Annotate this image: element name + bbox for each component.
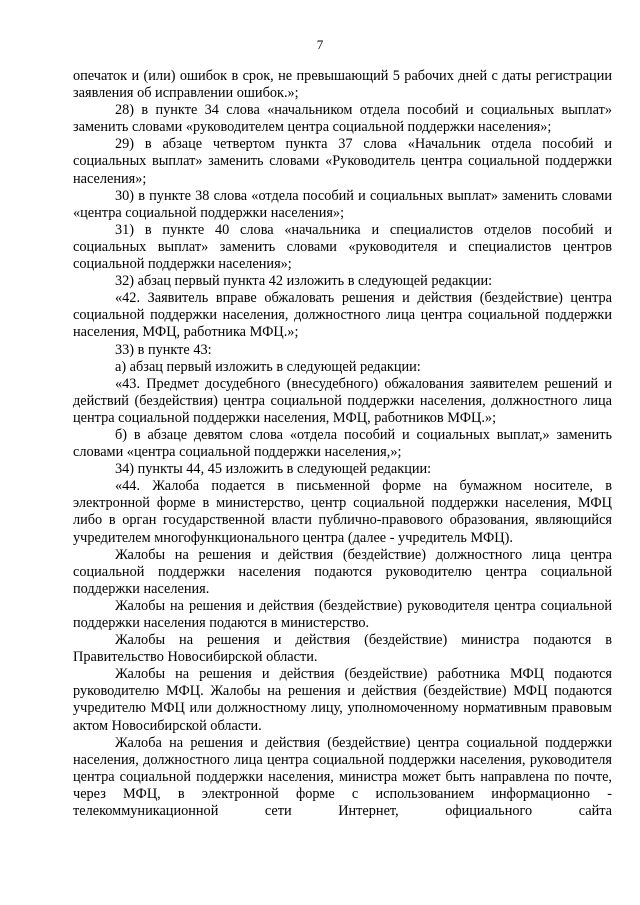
paragraph: Жалобы на решения и действия (бездействие) должностного лица центра социальной поддержки населения подаются руководителю центра социальной поддержки населения. xyxy=(73,546,612,597)
paragraph: 29) в абзаце четвертом пункта 37 слова «Начальник отдела пособий и социальных выплат» заменить словами «Руководитель центра социальной поддержки населения»; xyxy=(73,136,612,187)
document-body xyxy=(73,68,612,820)
paragraph: 30) в пункте 38 слова «отдела пособий и социальных выплат» заменить словами «центра социальной поддержки населения»; xyxy=(73,187,612,221)
paragraph: опечаток и (или) ошибок в срок, не превышающий 5 рабочих дней с даты регистрации заявления об исправлении ошибок.»; xyxy=(73,68,612,102)
paragraph: Жалоба на решения и действия (бездействие) центра социальной поддержки населения, должностного лица центра социальной поддержки населения, руководителя центра социальной поддержки населения, министра может быть направлена по почте, через МФЦ, в электронной форме с использованием информационно - телекоммуникационной сети Интернет, официального сайта xyxy=(73,734,612,820)
paragraph: 32) абзац первый пункта 42 изложить в следующей редакции: xyxy=(115,273,493,290)
paragraph: Жалобы на решения и действия (бездействие) работника МФЦ подаются руководителю МФЦ. Жалобы на решения и действия (бездействие) МФЦ подаются учредителю МФЦ или должностному лицу, уполномоченному нормативным правовым актом Новосибирской области. xyxy=(73,666,612,734)
paragraph: «44. Жалоба подается в письменной форме на бумажном носителе, в электронной форме в министерство, центр социальной поддержки населения, МФЦ либо в орган государственной власти публично-правового образования, являющийся учредителем многофункционального центра (далее - учредитель МФЦ). xyxy=(73,478,612,546)
paragraph: 28) в пункте 34 слова «начальником отдела пособий и социальных выплат» заменить словами «руководителем центра социальной поддержки населения»; xyxy=(73,102,612,136)
paragraph: 31) в пункте 40 слова «начальника и специалистов отделов пособий и социальных выплат» заменить словами «руководителя и специалистов центров социальной поддержки населения»; xyxy=(73,221,612,273)
page-number: 7 xyxy=(316,37,324,52)
paragraph: Жалобы на решения и действия (бездействие) министра подаются в Правительство Новосибирской области. xyxy=(73,632,612,666)
paragraph: 33) в пункте 43: xyxy=(115,341,212,358)
paragraph: «43. Предмет досудебного (внесудебного) обжалования заявителем решений и действий (бездействия) центра социальной поддержки населения, должностного лица центра социальной поддержки населения, МФЦ, работников МФЦ.»; xyxy=(73,375,612,426)
paragraph: а) абзац первый изложить в следующей редакции: xyxy=(115,358,421,375)
paragraph: «42. Заявитель вправе обжаловать решения и действия (бездействие) центра социальной поддержки населения, должностного лица центра социальной поддержки населения, МФЦ, работника МФЦ.»; xyxy=(73,290,612,341)
paragraph: 34) пункты 44, 45 изложить в следующей редакции: xyxy=(115,461,432,478)
paragraph: б) в абзаце девятом слова «отдела пособий и социальных выплат,» заменить словами «центра социальной поддержки населения,»; xyxy=(73,426,612,461)
paragraph: Жалобы на решения и действия (бездействие) руководителя центра социальной поддержки населения подаются в министерство. xyxy=(73,597,612,631)
